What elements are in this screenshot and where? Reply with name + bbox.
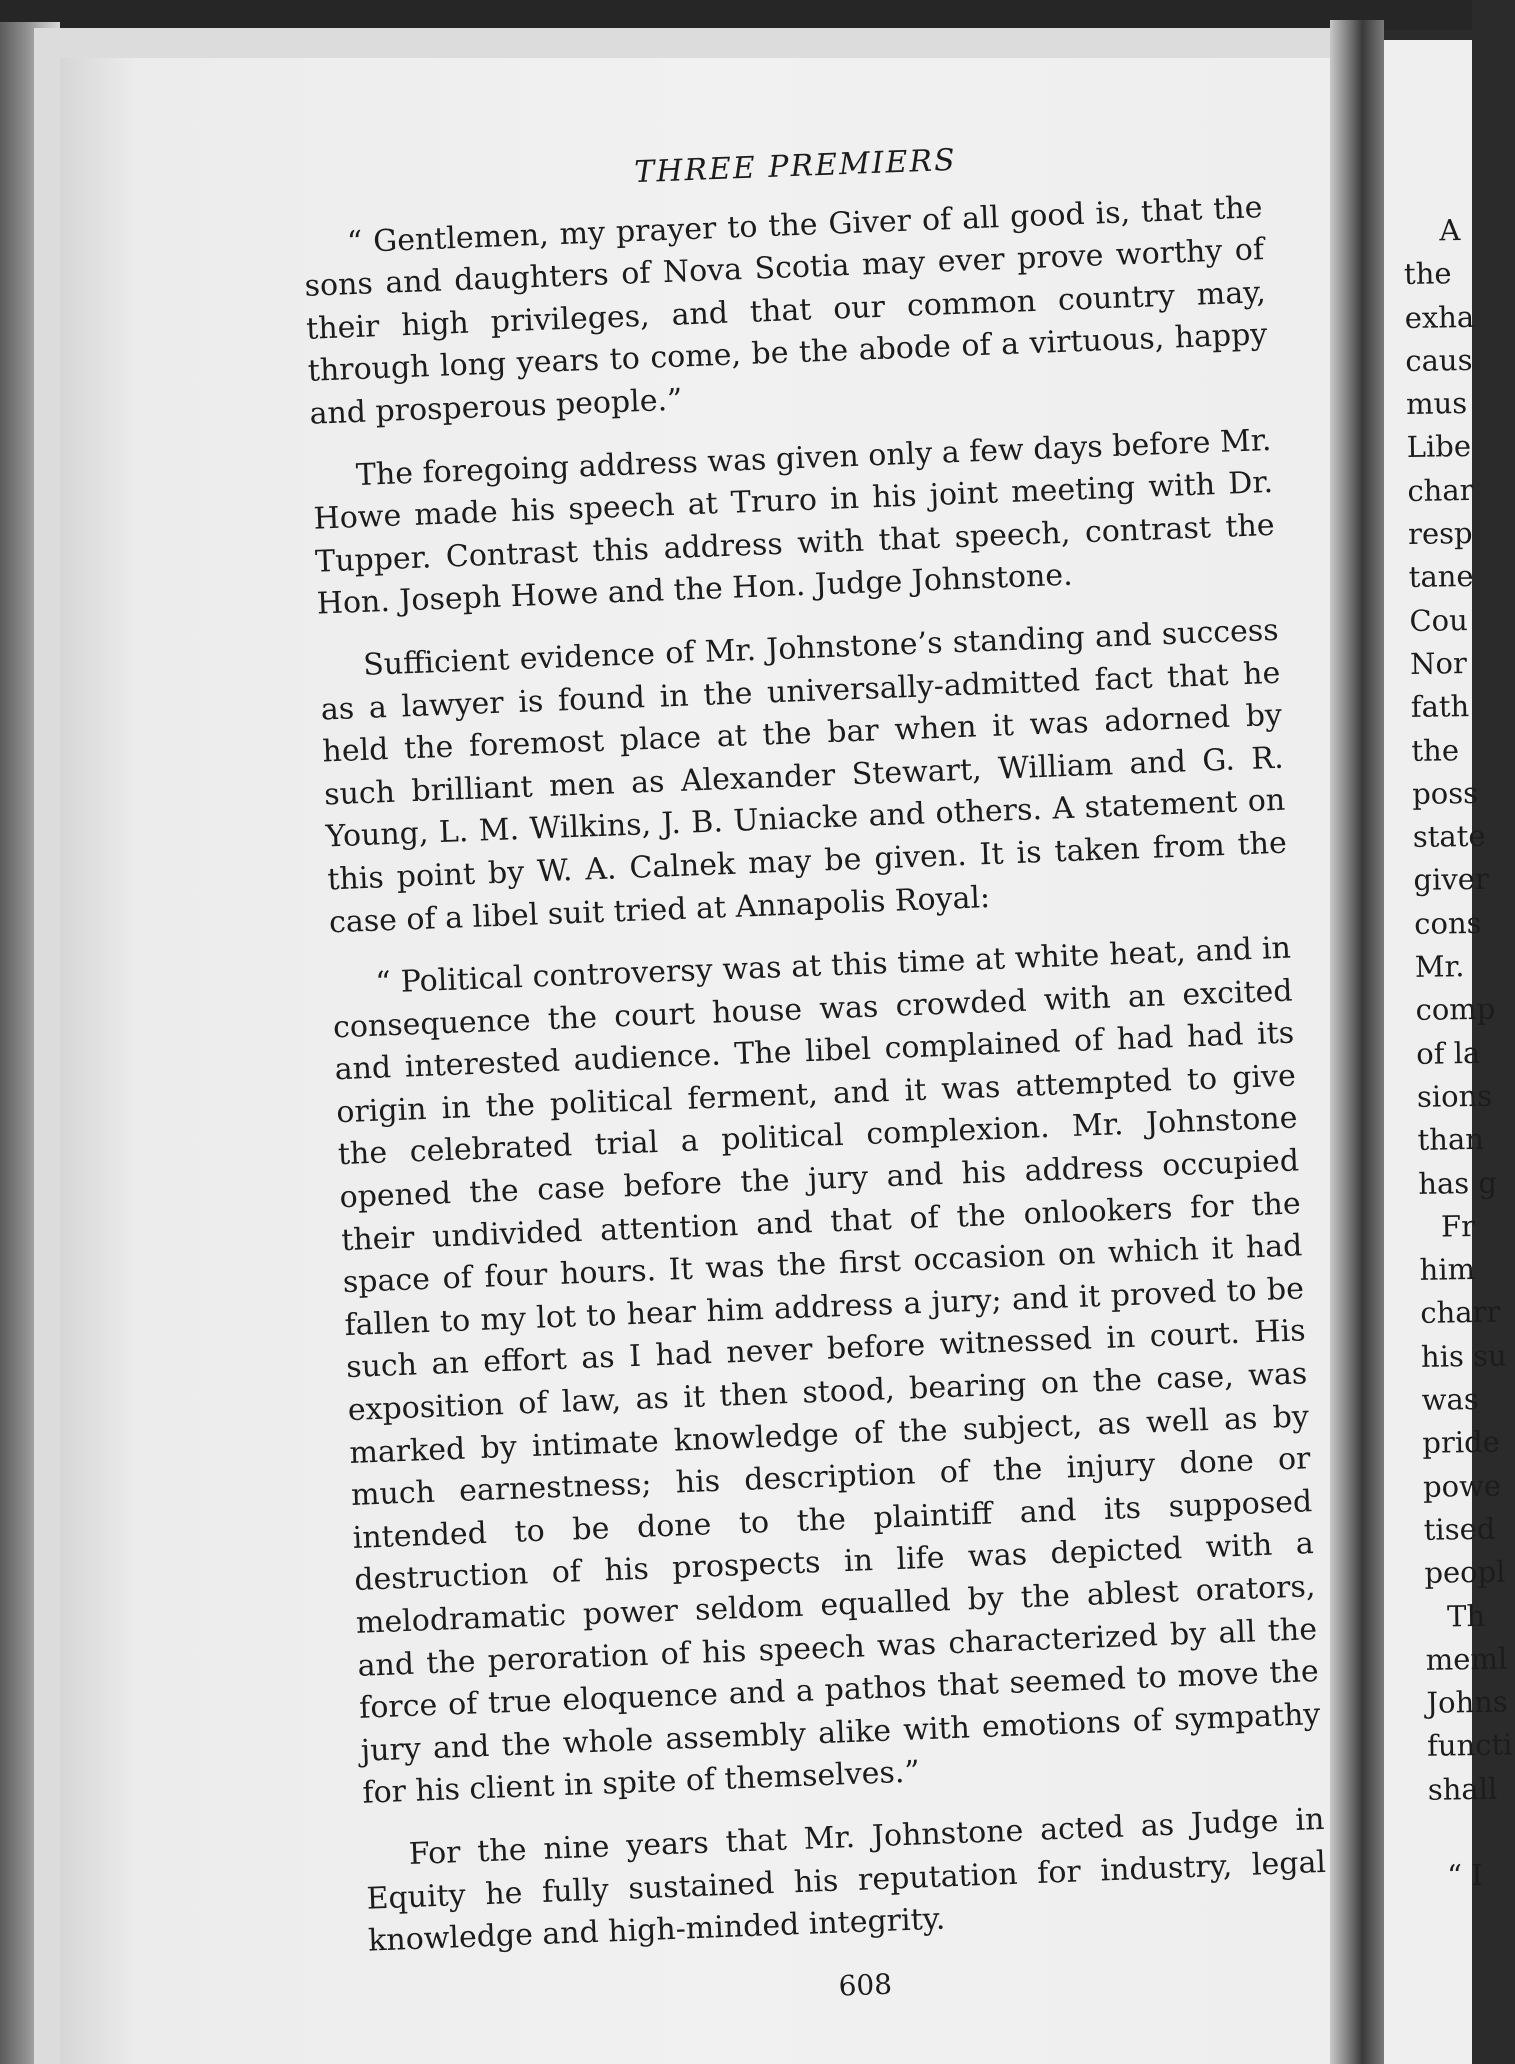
facing-page-line: A: [1439, 213, 1461, 248]
facing-page-line: exha: [1404, 299, 1475, 335]
facing-page-line: was: [1421, 1381, 1479, 1417]
facing-page-line: the: [1411, 732, 1460, 768]
facing-page-line: tised: [1423, 1511, 1496, 1547]
page-text-block: [300, 125, 1421, 2026]
facing-page-line: giver: [1413, 862, 1490, 898]
facing-page-line: Th: [1446, 1598, 1486, 1633]
facing-page-line: powe: [1422, 1468, 1502, 1504]
page-number: 608: [837, 1967, 893, 2003]
facing-page-line: poss: [1411, 775, 1479, 811]
facing-page-line: Fr: [1440, 1208, 1476, 1244]
facing-page-line: peopl: [1424, 1554, 1506, 1591]
facing-page-line: meml: [1425, 1641, 1508, 1677]
facing-page-line: Johns: [1426, 1684, 1509, 1720]
facing-page-line: pride: [1422, 1424, 1501, 1461]
facing-page-line: “ I: [1446, 1858, 1483, 1893]
facing-page-line: has g: [1418, 1165, 1498, 1201]
scan-top-border: [0, 0, 1472, 30]
facing-page-line: him: [1419, 1252, 1476, 1287]
facing-page-line: tane: [1408, 559, 1474, 595]
facing-page-line: Nor: [1409, 646, 1468, 681]
facing-page-line: sions: [1416, 1078, 1493, 1114]
facing-page-line: functi: [1426, 1727, 1513, 1764]
facing-page-line: shall: [1427, 1771, 1498, 1807]
facing-page-line: charr: [1420, 1295, 1501, 1331]
paragraph-judge-in-equity: For the nine years that Mr. Johnstone acted as Judge in Equity he fully sustained his reputation for industry, legal knowledge and high-minded integrity.: [365, 1801, 1327, 1959]
paragraph-foregoing-address: The foregoing address was given only a few days before Mr. Howe made his speech at Truro in his joint meeting with Dr. Tupper. Contrast this address with that speech, contrast the Hon. Joseph Howe and the Hon. Judge Johnstone.: [312, 422, 1276, 623]
paragraph-closing-quote: “ Gentlemen, my prayer to the Giver of all good is, that the sons and daughters of Nova Scotia may ever prove worthy of their high privileges, and that our common country may, through long years to come, be the abode of a virtuous, happy and prosperous people.”: [303, 189, 1268, 432]
facing-page-line: Libe: [1406, 429, 1472, 465]
facing-page-line: Mr.: [1414, 949, 1465, 984]
paragraph-sufficient-evidence: Sufficient evidence of Mr. Johnstone’s standing and success as a lawyer is found in the universally-admitted fact that he held the foremost place at the bar when it was adorned by such brilliant men as Alexander Stewart, William and G. R. Young, L. M. Wilkins, J. B. Uniacke and others. A statement on this point by W. A. Calnek may be given. It is taken from the case of a libel suit tried at Annapolis Royal:: [320, 612, 1288, 940]
facing-page-line: cons: [1413, 905, 1482, 941]
facing-page-line: his su: [1420, 1338, 1507, 1374]
facing-page-line: comp: [1415, 991, 1496, 1028]
block-quote-calnek: “ Political controversy was at this time at white heat, and in consequence the court house was crowded with an excited and interested audience. The libel complained of had had its origin in the political ferment, and it was attempted to give the celebrated trial a political complexion. Mr. Johnstone opened the case before the jury and his address occupied their undivided attention and that of the onlookers for the space of four hours. It was the first occasion on which it had fallen to my lot to hear him address a jury; and it proved to be such an effort as I had never before witnessed in court. His exposition of law, as it then stood, bearing on the case, was marked by intimate knowledge of the subject, as well as by much earnestness; his description of the injury done or intended to be done to the plaintiff and its supposed destruction of his prospects in life was depicted with a melodramatic power seldom equalled by the ablest orators, and the peroration of his speech was characterized by all the force of true eloquence and a pathos that seemed to move the jury and the whole assembly alike with emotions of sympathy for his client in spite of themselves.”: [332, 930, 1321, 1812]
facing-page-line: the: [1403, 256, 1452, 292]
facing-page-line: mus: [1405, 386, 1468, 422]
running-head: THREE PREMIERS: [633, 142, 958, 191]
facing-page-line: than: [1417, 1122, 1485, 1158]
facing-page-line: [1428, 1811, 1509, 1856]
facing-page-line: fath: [1410, 689, 1470, 725]
facing-page-line: char: [1407, 472, 1474, 508]
facing-page-line: of la: [1415, 1035, 1481, 1071]
facing-page-line: Cou: [1409, 602, 1469, 638]
facing-page-line: caus: [1405, 342, 1473, 378]
facing-page-line: state: [1412, 818, 1486, 855]
facing-page-line: resp: [1407, 516, 1473, 552]
